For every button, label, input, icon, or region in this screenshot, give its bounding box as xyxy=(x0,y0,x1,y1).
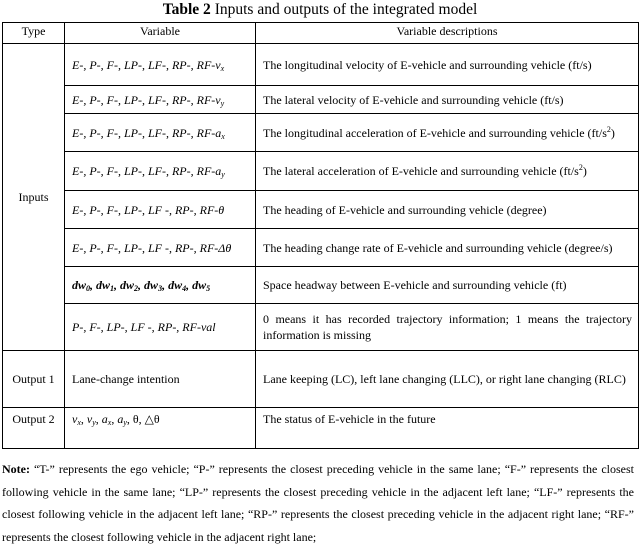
desc-cell xyxy=(256,114,639,152)
desc-cell: Space headway between E-vehicle and surrounding vehicle (ft) xyxy=(256,267,639,304)
var-sub: x xyxy=(77,418,81,427)
desc-text: The longitudinal acceleration of E-vehicle and surrounding vehicle (ft/s xyxy=(263,125,607,140)
group-inputs: Inputs xyxy=(3,44,65,351)
var-dw-3: , dw xyxy=(138,278,159,292)
var-cell xyxy=(65,86,256,114)
desc-end: ) xyxy=(610,125,615,140)
var-text: E-, P-, F-, LP-, LF-, RP-, RF-v xyxy=(72,92,221,107)
var-sub: x xyxy=(221,131,225,141)
var-cell xyxy=(65,152,256,191)
table-row xyxy=(3,304,639,351)
var-sub: y xyxy=(92,418,96,427)
data-table xyxy=(2,22,639,449)
var-cell xyxy=(65,304,256,351)
var-sub: y xyxy=(221,170,225,179)
var-a: a xyxy=(117,412,124,426)
table-row xyxy=(3,44,639,86)
var-sub: x xyxy=(220,63,225,73)
note-label: Note: xyxy=(2,462,30,476)
var-cell xyxy=(65,114,256,152)
var-cell xyxy=(65,44,256,86)
desc-cell: The longitudinal velocity of E-vehicle and surrounding vehicle (ft/s) xyxy=(256,44,639,86)
var-sub: 2 xyxy=(134,284,139,293)
var-sub: 3 xyxy=(158,284,163,293)
var-dw-2: , dw xyxy=(114,278,135,292)
output2-variable: $v_x$, $v_y$, $a_x$, $a_y$, θ, △θ xyxy=(65,408,256,449)
table-row xyxy=(3,229,639,267)
desc-cell: The lateral velocity of E-vehicle and surrounding vehicle (ft/s) xyxy=(256,86,639,114)
var-text: E-, P-, F-, LP-, LF -, RP-, RF-θ xyxy=(72,202,225,217)
table-label: Table 2 xyxy=(162,1,211,18)
table-row xyxy=(3,267,639,304)
var-sub: 5 xyxy=(206,284,211,293)
var-cell xyxy=(65,191,256,229)
table-row xyxy=(3,86,639,114)
var-sub: y xyxy=(123,418,127,427)
var-text: P-, F-, LP-, LF -, RP-, RF-val xyxy=(72,320,216,334)
var-a: a xyxy=(101,412,108,426)
table-row xyxy=(3,152,639,191)
header-description: Variable descriptions xyxy=(256,23,639,44)
group-output2: Output 2 xyxy=(3,408,65,449)
table-note xyxy=(2,458,634,548)
desc-cell: 0 means it has recorded trajectory information; 1 means the trajectory information is missing xyxy=(256,304,639,351)
var-cell xyxy=(65,267,256,304)
desc-end: ) xyxy=(582,164,587,178)
desc-text: The lateral acceleration of E-vehicle and surrounding vehicle (ft/s xyxy=(263,164,579,178)
var-v: v xyxy=(72,412,78,426)
output2-desc: The status of E-vehicle in the future xyxy=(256,408,639,449)
var-text: E-, P-, F-, LP-, LF -, RP-, RF-Δθ xyxy=(72,240,232,255)
header-variable: Variable xyxy=(65,23,256,44)
group-output1: Output 1 xyxy=(3,351,65,408)
output1-desc: Lane keeping (LC), left lane changing (LLC), or right lane changing (RLC) xyxy=(256,351,639,408)
desc-sup: 2 xyxy=(606,124,611,134)
header-type: Type xyxy=(3,23,65,44)
desc-cell xyxy=(256,152,639,191)
var-sub: y xyxy=(220,98,225,108)
table-row xyxy=(3,191,639,229)
var-cell xyxy=(65,229,256,267)
table-title: Inputs and outputs of the integrated model xyxy=(210,1,478,18)
var-text: E-, P-, F-, LP-, LF-, RP-, RF-v xyxy=(72,57,221,72)
var-dw-0: dw xyxy=(72,278,87,292)
table-row xyxy=(3,408,639,449)
var-text: E-, P-, F-, LP-, LF-, RP-, RF-a xyxy=(72,164,222,178)
note-text: “T-” represents the ego vehicle; “P-” represents the closest preceding vehicle in the same lane; “F-” represents the closest following vehicle in the same lane; “LP-” represents the closest preceding vehicle in the adjacent left lane; “LF-” represents the closest following vehicle in the adjacent left lane; “RP-” represents the closest preceding vehicle in the adjacent right lane; “RF-” represents the closest following vehicle in the adjacent right lane; xyxy=(2,462,634,544)
desc-cell: The heading of E-vehicle and surrounding vehicle (degree) xyxy=(256,191,639,229)
var-dw-1: , dw xyxy=(90,278,111,292)
table-caption xyxy=(0,0,640,20)
header-row xyxy=(3,23,639,44)
var-sub: 1 xyxy=(110,284,115,293)
var-sub: 0 xyxy=(86,284,91,293)
var-sub: 4 xyxy=(182,284,187,293)
var-v: v xyxy=(86,412,93,426)
var-dw-4: , dw xyxy=(162,278,183,292)
table-row xyxy=(3,351,639,408)
table-row xyxy=(3,114,639,152)
var-text: E-, P-, F-, LP-, LF-, RP-, RF-a xyxy=(72,125,222,140)
output1-variable: Lane-change intention xyxy=(65,351,256,408)
var-sub: x xyxy=(107,418,112,427)
var-dw-5: , dw xyxy=(186,278,207,292)
desc-sup: 2 xyxy=(578,163,583,172)
var-theta: θ, △θ xyxy=(132,412,160,426)
desc-cell: The heading change rate of E-vehicle and surrounding vehicle (degree/s) xyxy=(256,229,639,267)
